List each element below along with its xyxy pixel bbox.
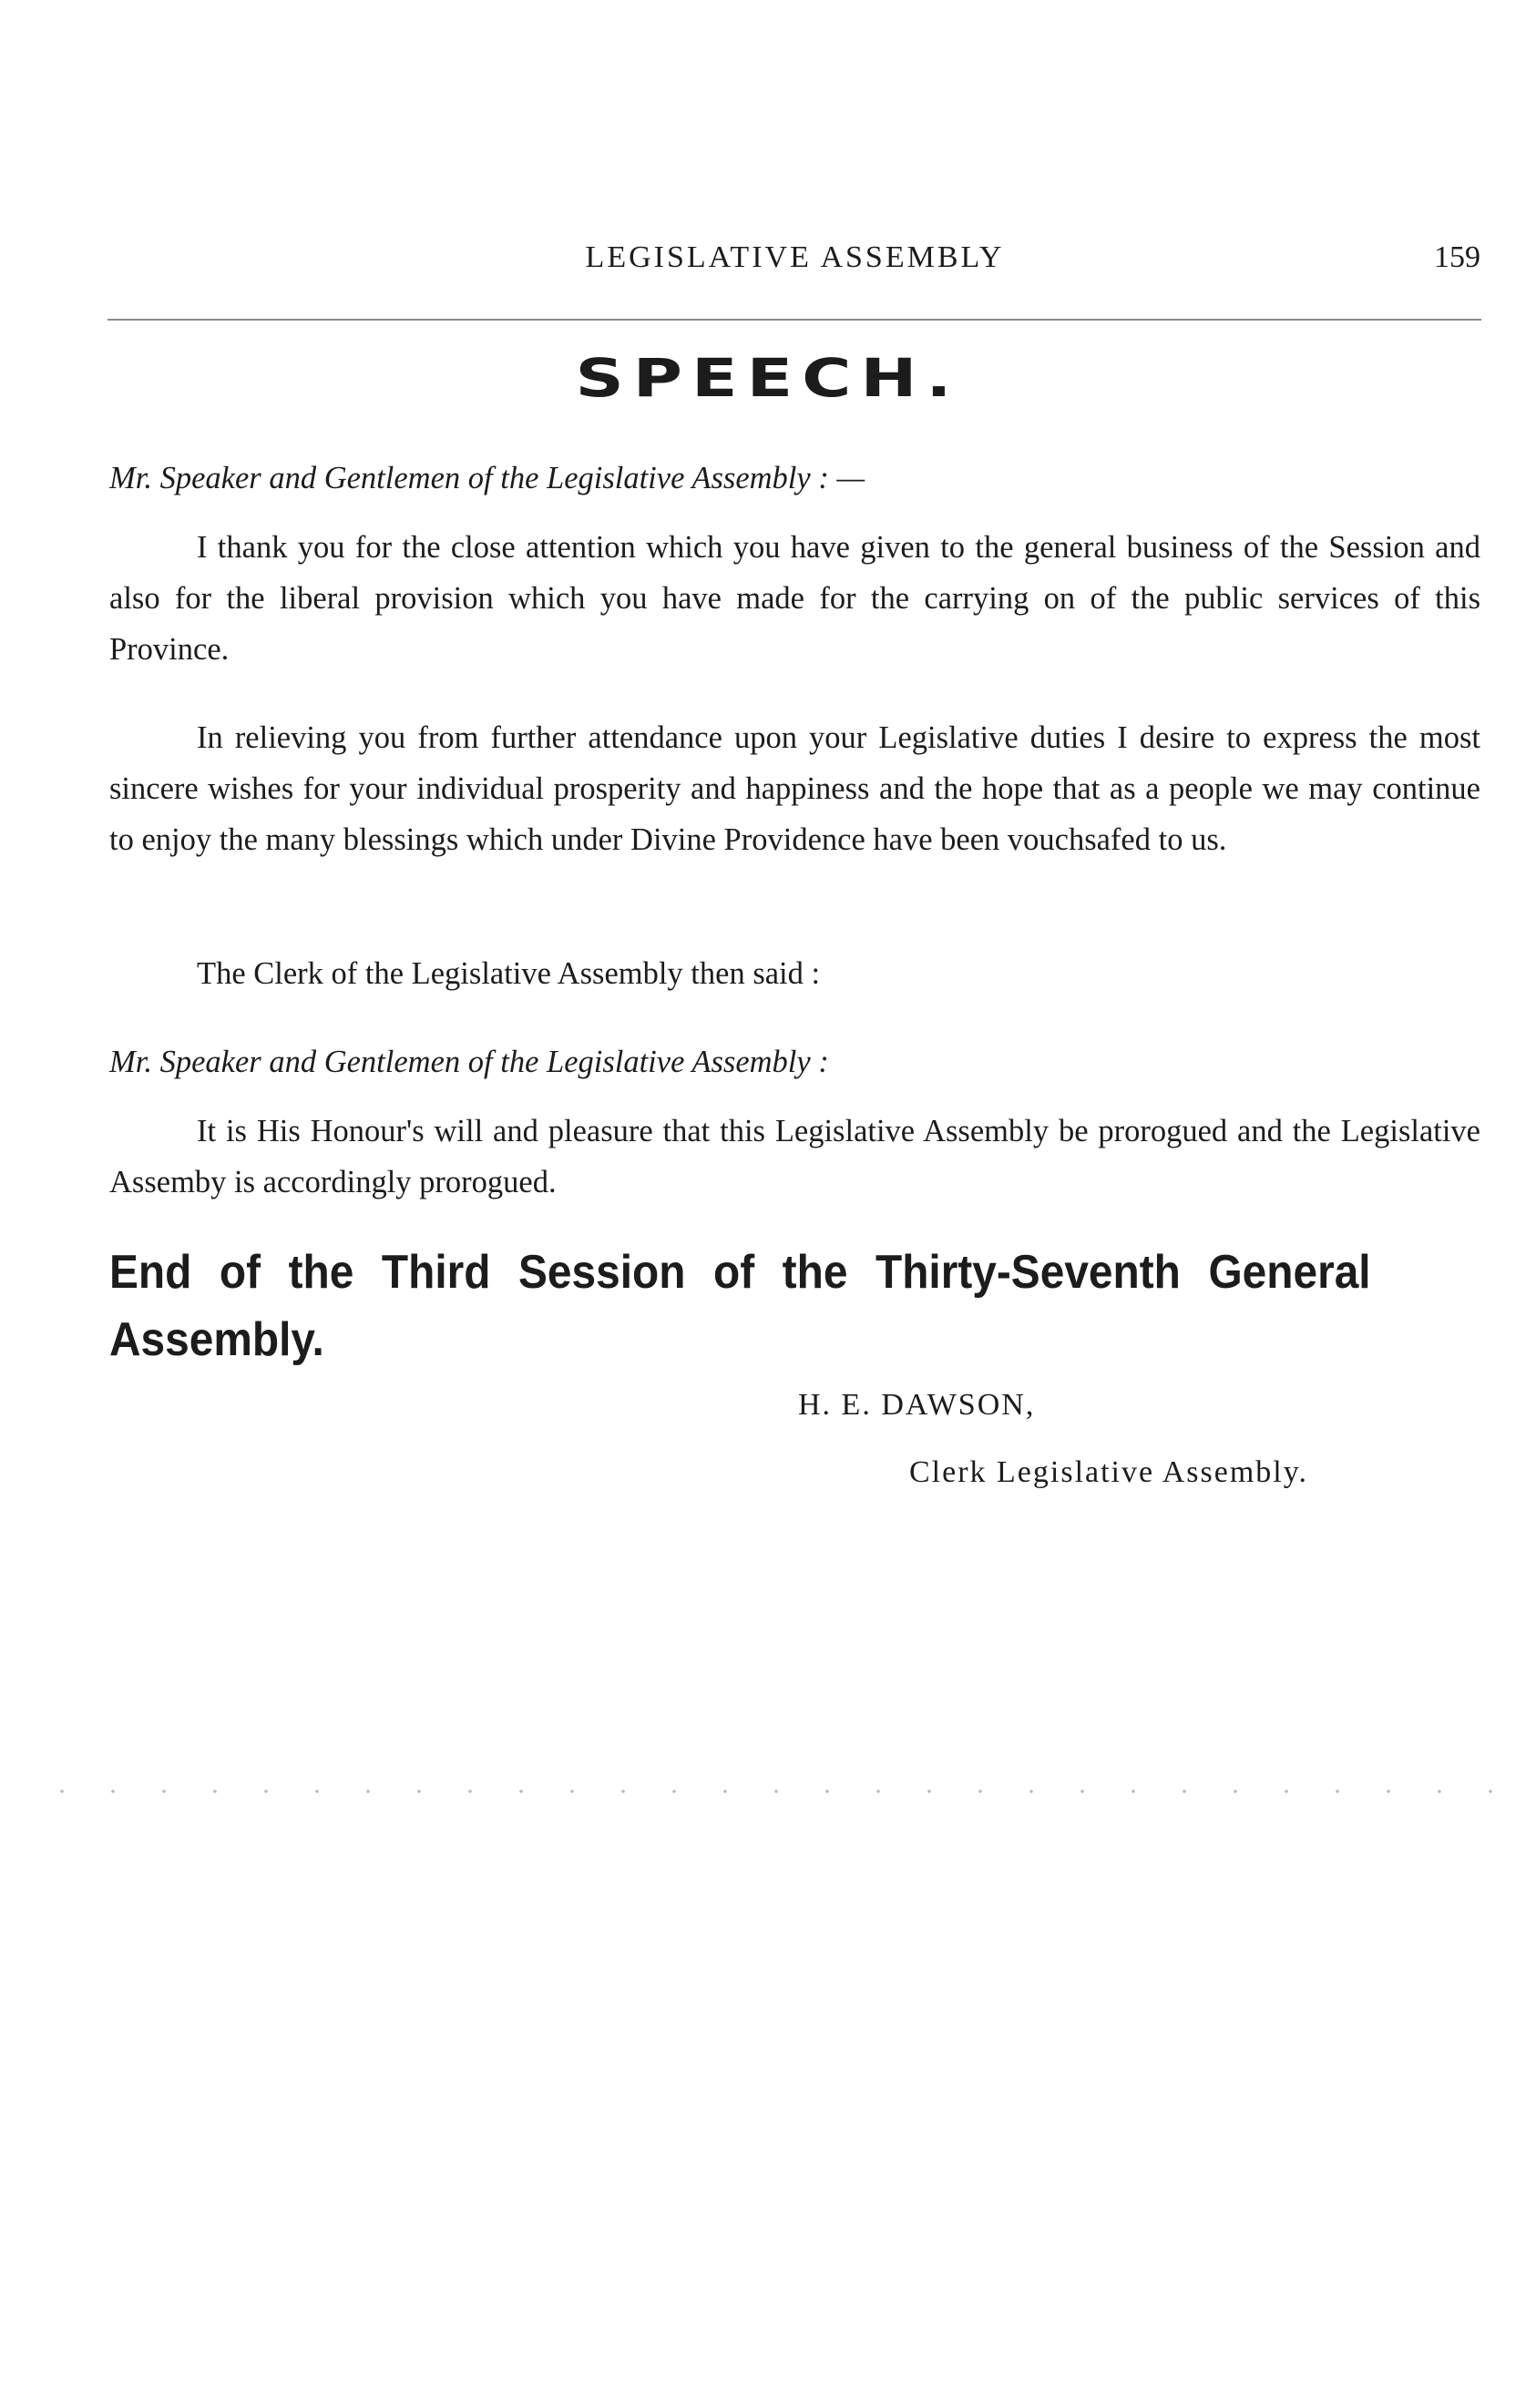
running-head <box>109 239 1480 284</box>
clerk-intro: The Clerk of the Legislative Assembly then said : <box>197 956 821 991</box>
header-rule <box>108 319 1481 321</box>
signature-title: Clerk Legislative Assembly. <box>909 1455 1309 1489</box>
speech-paragraph-2: In relieving you from further attendance upon your Legislative duties I desire to express the most sincere wishes for your individual prosperity and happiness and the hope that as a people we may continue to enjoy the many blessings which under Divine Providence have been vouchsafed to us. <box>109 720 1480 857</box>
speech-heading: SPEECH. <box>575 348 961 410</box>
clerk-salutation: Mr. Speaker and Gentlemen of the Legislative Assembly : <box>109 1045 829 1079</box>
closing-statement: End of the Third Session of the Thirty-Seventh General Assembly. <box>109 1246 1371 1366</box>
dotted-separator <box>36 1790 1494 1793</box>
page-number: 159 <box>1434 240 1480 274</box>
speech-salutation: Mr. Speaker and Gentlemen of the Legislative Assembly : — <box>109 461 865 495</box>
running-title: LEGISLATIVE ASSEMBLY <box>585 240 1005 274</box>
clerk-statement: It is His Honour's will and pleasure that this Legislative Assembly be prorogued and the Legislative Assemby is accordingly prorogued. <box>109 1114 1480 1199</box>
speech-paragraph-1: I thank you for the close attention which you have given to the general business of the Session and also for the liberal provision which you have made for the carrying on of the public services of this Province. <box>109 530 1480 667</box>
signature-name: H. E. DAWSON, <box>798 1388 1036 1422</box>
